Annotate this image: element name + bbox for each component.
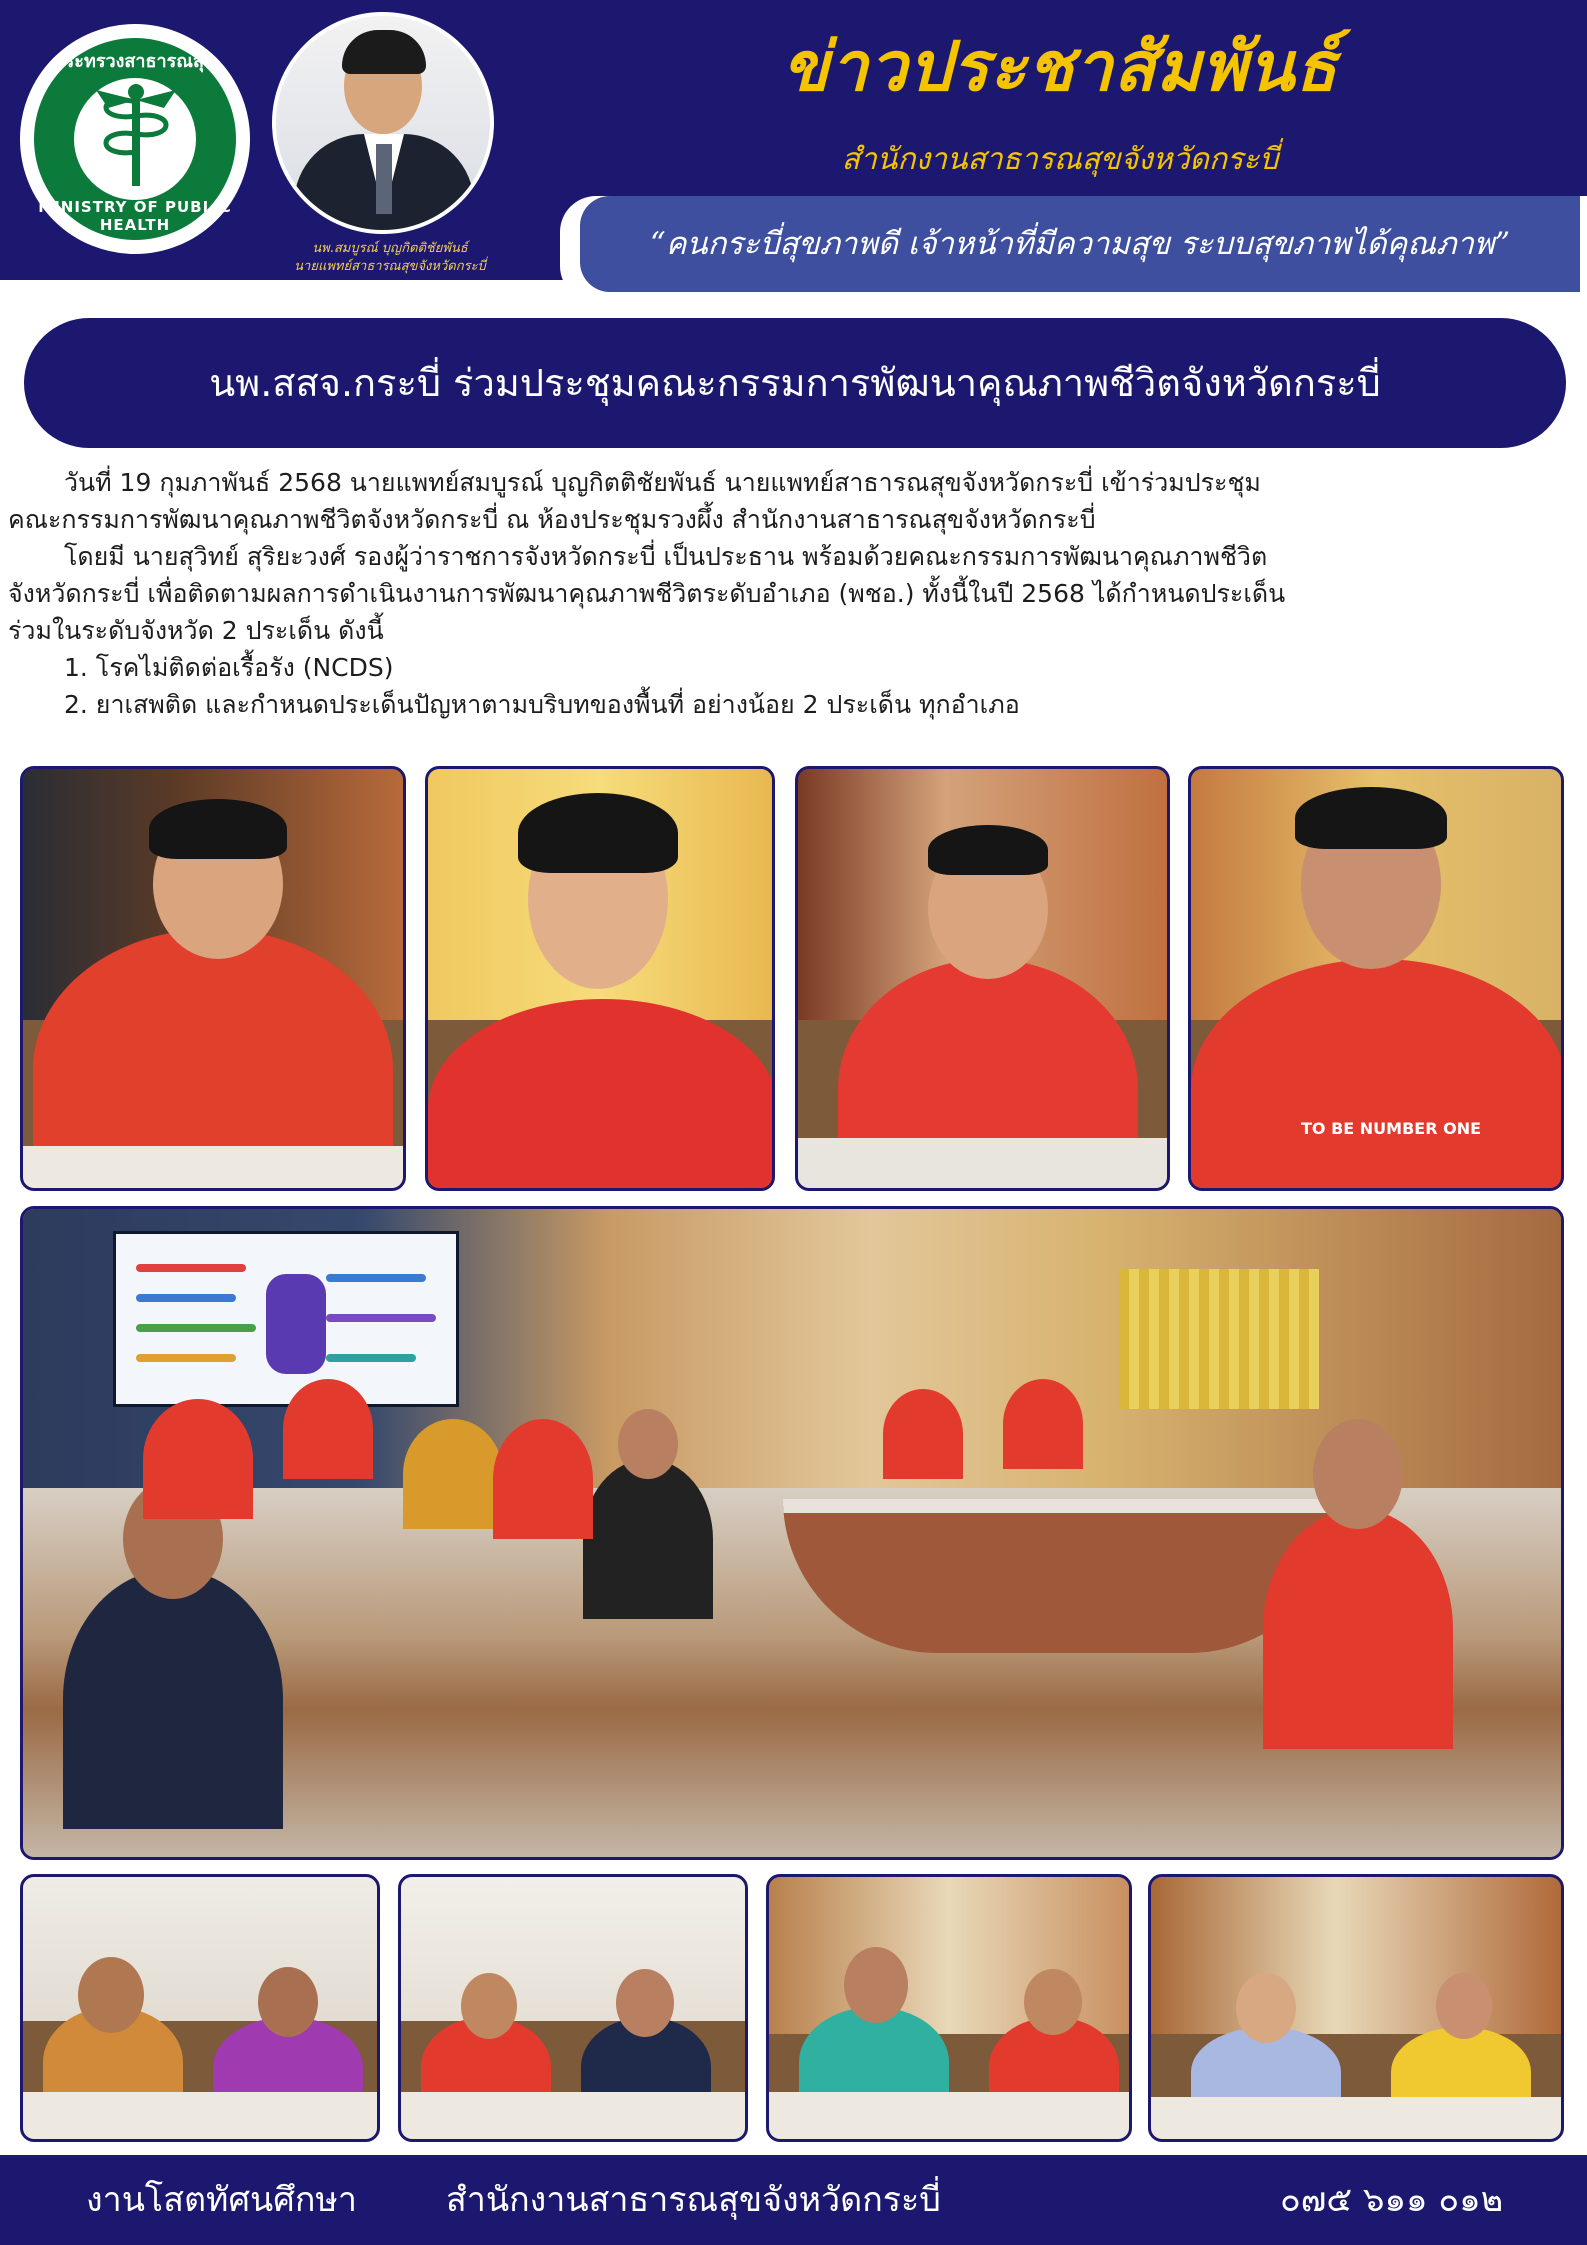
body-list-item-1: 1. โรคไม่ติดต่อเรื้อรัง (NCDS) — [64, 653, 394, 682]
photo-bottom-2 — [398, 1874, 748, 2142]
photo-table — [798, 1138, 1167, 1188]
body-list-item-2: 2. ยาเสพติด และกำหนดประเด็นปัญหาตามบริบทของพื้นที่ อย่างน้อย 2 ประเด็น ทุกอำเภอ — [64, 690, 1020, 719]
body-paragraph-2-line-3: ร่วมในระดับจังหวัด 2 ประเด็น ดังนี้ — [8, 616, 384, 645]
room-curtain — [1119, 1269, 1319, 1409]
news-headline: นพ.สสจ.กระบี่ ร่วมประชุมคณะกรรมการพัฒนาคุณภาพชีวิตจังหวัดกระบี่ — [24, 318, 1566, 448]
photo-top-2 — [425, 766, 775, 1191]
photo-table — [23, 2092, 377, 2139]
footer-unit: งานโสตทัศนศึกษา — [86, 2180, 357, 2220]
photo-top-1 — [20, 766, 406, 1191]
photo-background — [1151, 1877, 1561, 2034]
portrait-tie — [376, 144, 392, 214]
photo-table — [401, 2092, 745, 2139]
shirt-slogan: TO BE NUMBER ONE — [1301, 1119, 1482, 1138]
photo-table — [1151, 2097, 1561, 2139]
photo-meeting-room — [20, 1206, 1564, 1860]
photo-background — [23, 1877, 377, 2021]
footer-office: สำนักงานสาธารณสุขจังหวัดกระบี่ — [446, 2180, 941, 2220]
news-title: ข่าวประชาสัมพันธ์ — [782, 28, 1338, 107]
curved-table — [783, 1499, 1343, 1653]
caduceus-icon — [86, 82, 186, 192]
office-subtitle: สำนักงานสาธารณสุขจังหวัดกระบี่ — [841, 142, 1279, 177]
body-paragraph-1-line-1: วันที่ 19 กุมภาพันธ์ 2568 นายแพทย์สมบูรณ์ บุญกิตติชัยพันธ์ นายแพทย์สาธารณสุขจังหวัดกระบี่ เข้าร่วมประชุม — [64, 468, 1261, 497]
footer-phone: ๐๗๕ ๖๑๑ ๐๑๒ — [1280, 2180, 1504, 2220]
header-banner — [0, 0, 1587, 292]
body-paragraph-1-line-2: คณะกรรมการพัฒนาคุณภาพชีวิตจังหวัดกระบี่ ณ ห้องประชุมรวงผึ้ง สำนักงานสาธารณสุขจังหวัดกระบี่ — [8, 505, 1096, 534]
body-paragraph-2-line-1: โดยมี นายสุวิทย์ สุริยะวงศ์ รองผู้ว่าราชการจังหวัดกระบี่ เป็นประธาน พร้อมด้วยคณะกรรมการพัฒนาคุณภาพชีวิต — [64, 542, 1268, 571]
portrait-caption-position: นายแพทย์สาธารณสุขจังหวัดกระบี่ — [294, 259, 486, 274]
photo-top-4 — [1188, 766, 1564, 1191]
photo-bottom-1 — [20, 1874, 380, 2142]
news-body — [8, 464, 1554, 723]
footer-bar — [0, 2155, 1587, 2245]
presentation-screen — [113, 1231, 459, 1407]
photo-top-3 — [795, 766, 1170, 1191]
portrait-caption-name: นพ.สมบูรณ์ บุญกิตติชัยพันธ์ — [312, 241, 468, 256]
photo-bottom-3 — [766, 1874, 1132, 2142]
photo-bottom-4 — [1148, 1874, 1564, 2142]
slogan-banner: “คนกระบี่สุขภาพดี เจ้าหน้าที่มีความสุข ระบบสุขภาพได้คุณภาพ” — [580, 196, 1580, 292]
logo-text-top: กระทรวงสาธารณสุข — [53, 51, 217, 72]
photo-table — [23, 1146, 403, 1188]
ministry-logo — [20, 24, 250, 254]
body-paragraph-2-line-2: จังหวัดกระบี่ เพื่อติดตามผลการดำเนินงานการพัฒนาคุณภาพชีวิตระดับอำเภอ (พชอ.) ทั้งนี้ในปี 2568 ได้กำหนดประเด็น — [8, 579, 1286, 608]
logo-text-bottom: MINISTRY OF PUBLIC HEALTH — [38, 198, 232, 234]
photo-table — [769, 2092, 1129, 2139]
director-portrait — [272, 12, 494, 234]
portrait-caption — [270, 240, 510, 276]
photo-background — [401, 1877, 745, 2021]
